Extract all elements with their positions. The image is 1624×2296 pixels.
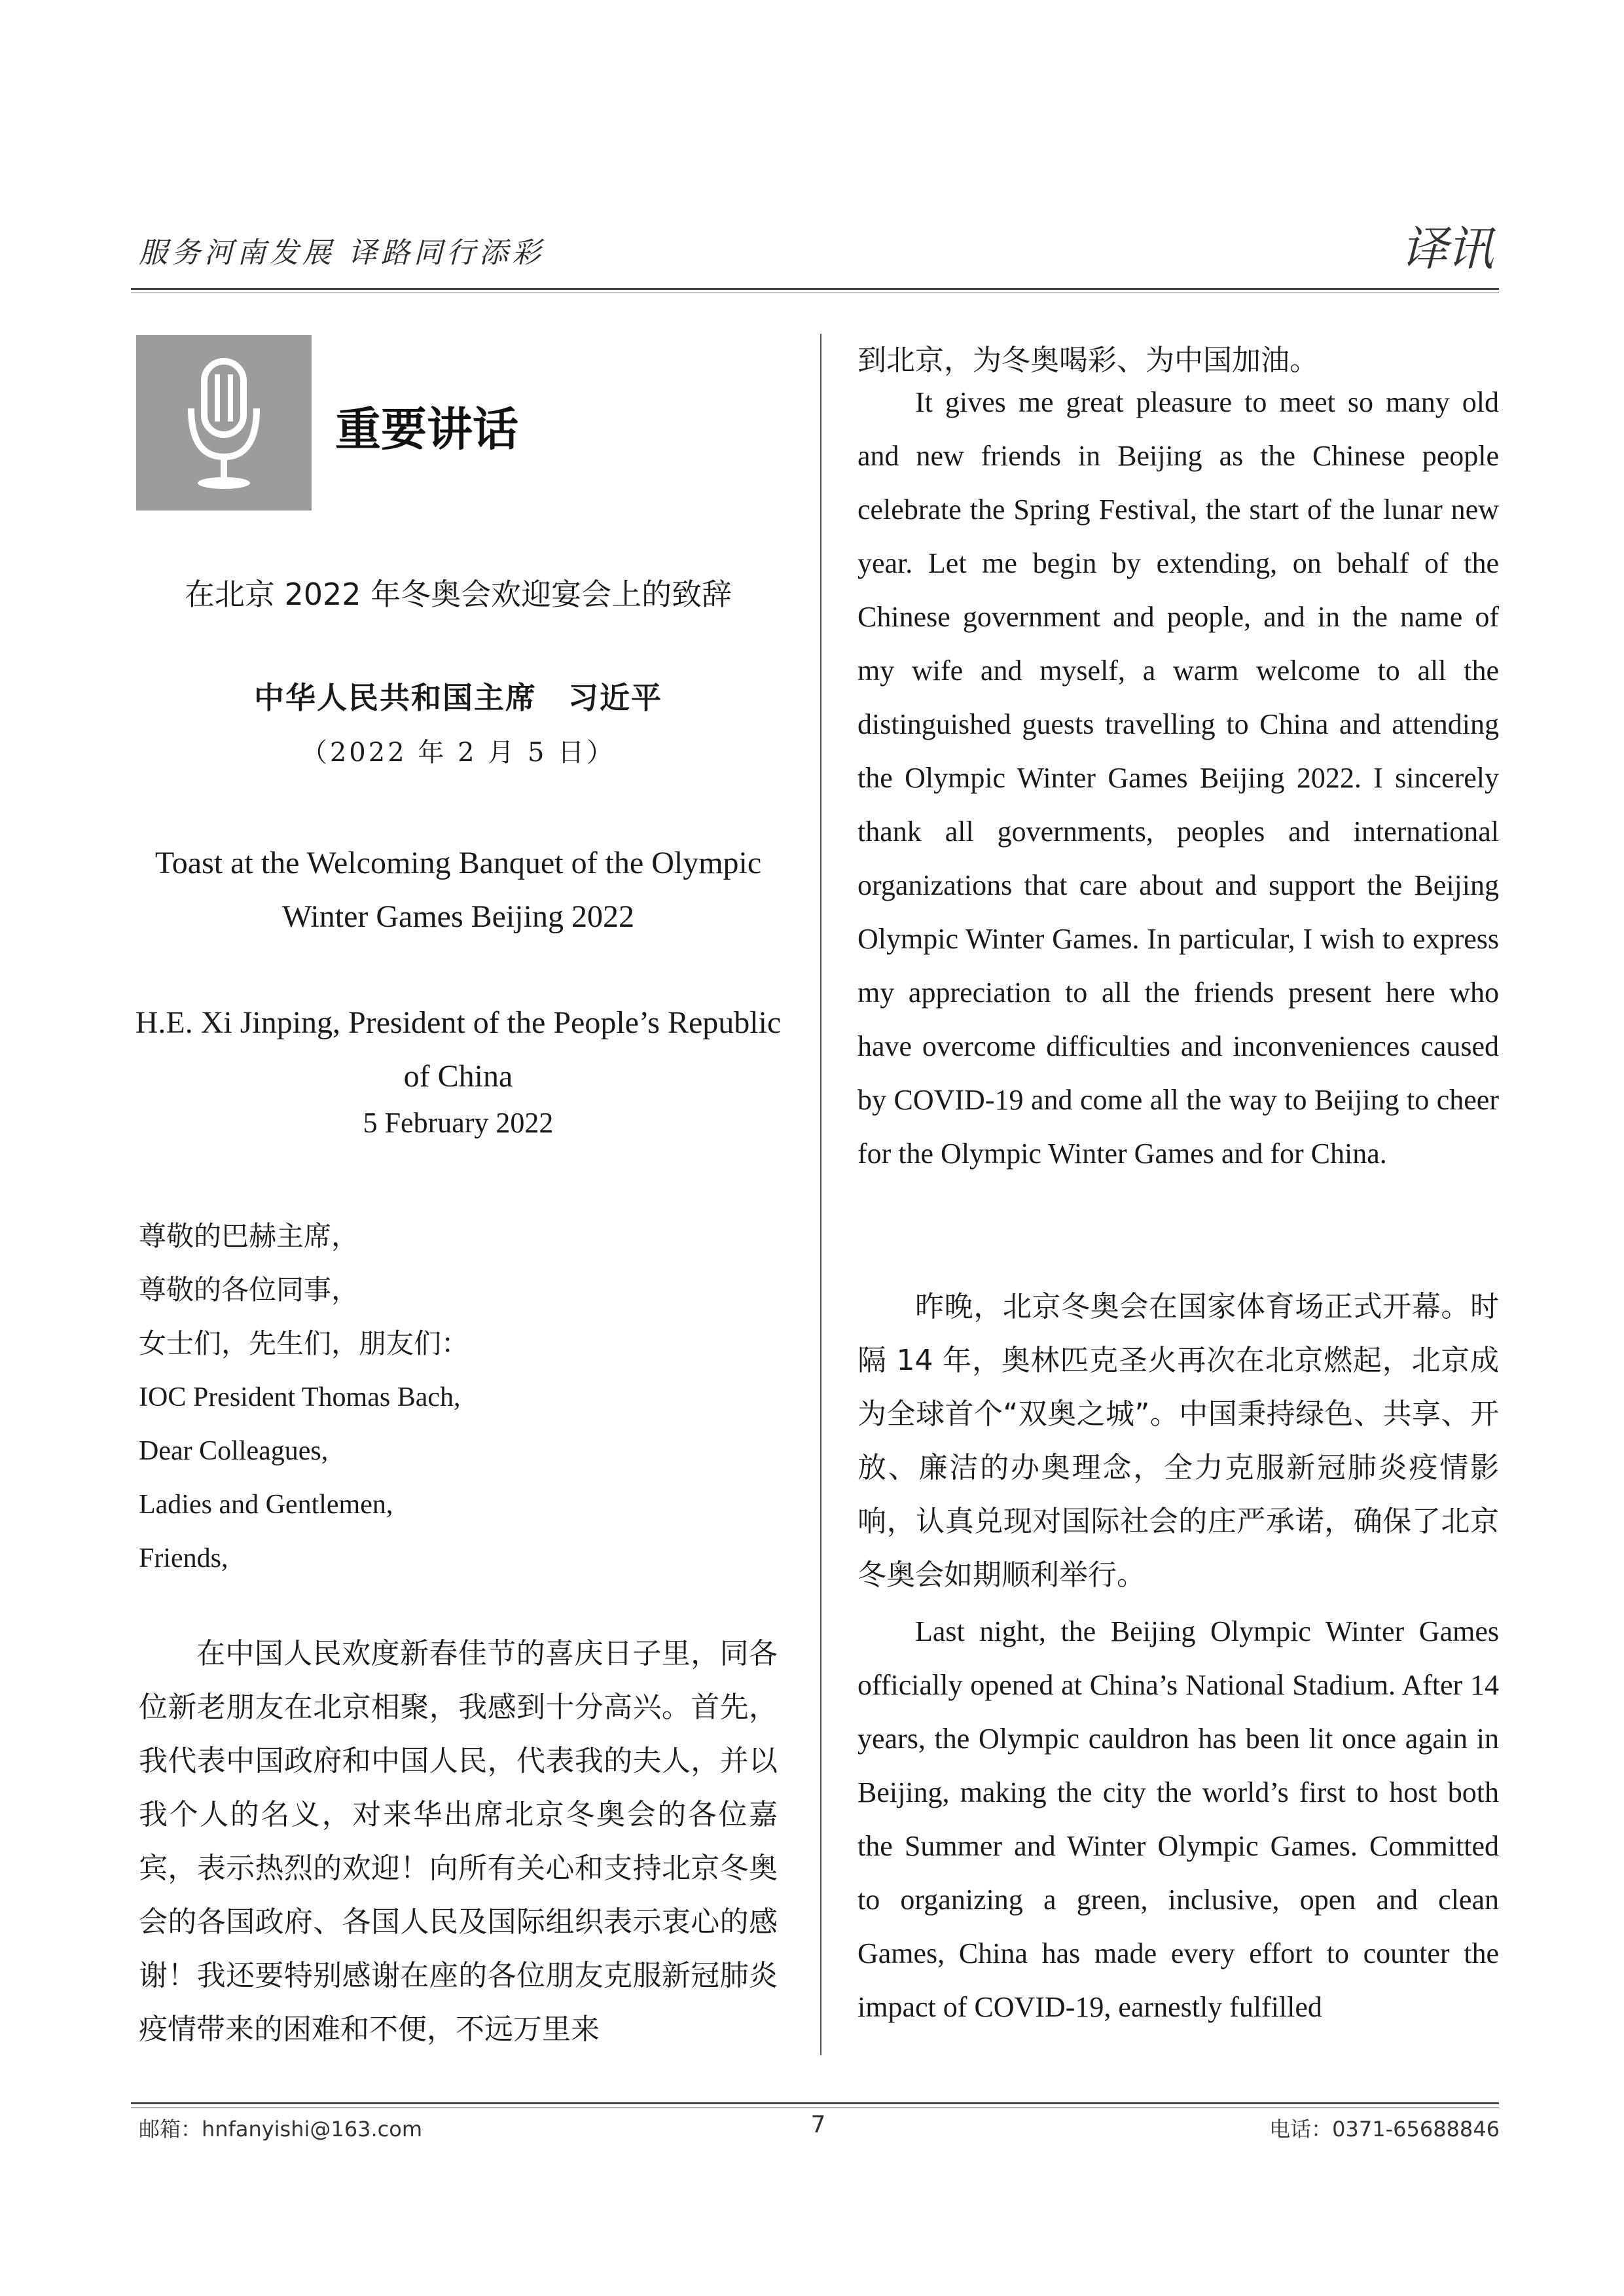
article-cn-title: 在北京 2022 年冬奥会欢迎宴会上的致辞 xyxy=(184,577,732,612)
footer-rule xyxy=(131,2102,1499,2104)
body-paragraph-cn: 在中国人民欢度新春佳节的喜庆日子里，同各位新老朋友在北京相聚，我感到十分高兴。首先，我代表中国政府和中国人民，代表我的夫人，并以我个人的名义，对来华出席北京冬奥会的各位嘉宾，表示热烈的欢迎！向所有关心和支持北京冬奥会的各国政府、各国人民及国际组织表示衷心的感谢！我还要特别感谢在座的各位朋友克服新冠肺炎疫情带来的困难和不便，不远万里来 xyxy=(139,1637,778,2046)
microphone-icon xyxy=(136,335,312,511)
body-paragraph-cn-continued: 到北京，为冬奥喝彩、为中国加油。 xyxy=(857,344,1318,377)
salutation-line: 尊敬的各位同事， xyxy=(139,1274,359,1306)
article-cn-author: 中华人民共和国主席 习近平 xyxy=(254,680,662,715)
footer-phone: 电话：0371-65688846 xyxy=(1269,2117,1500,2142)
section-icon-box xyxy=(136,335,312,511)
salutation-line: 女士们，先生们，朋友们： xyxy=(139,1327,469,1359)
salutations xyxy=(139,1210,793,1585)
salutation-line: Ladies and Gentlemen, xyxy=(139,1490,393,1520)
section-title: 重要讲话 xyxy=(335,403,518,456)
salutation-line: Friends, xyxy=(139,1543,228,1573)
header-logo: 译讯 xyxy=(1401,221,1493,276)
page-number: 7 xyxy=(810,2111,826,2138)
header-rule xyxy=(131,288,1499,290)
article-en-date: 5 February 2022 xyxy=(363,1107,554,1139)
body-paragraph-en: Last night, the Beijing Olympic Winter Games officially opened at China’s National Stadium. After 14 years, the Olympic cauldron has been lit once again in Beijing, making the city the world’s first to host both the Summer and Winter Olympic Games. Committed to organizing a green, inclusive, open and clean Games, China has made every effort to counter the impact of COVID-19, earnestly fulfilled xyxy=(857,1615,1499,2023)
footer-email: 邮箱：hnfanyishi@163.com xyxy=(139,2117,422,2142)
column-divider xyxy=(820,334,821,2055)
body-paragraph-cn: 昨晚，北京冬奥会在国家体育场正式开幕。时隔 14 年，奥林匹克圣火再次在北京燃起，北京成为全球首个“双奥之城”。中国秉持绿色、共享、开放、廉洁的办奥理念，全力克服新冠肺炎疫情影响，认真兑现对国际社会的庄严承诺，确保了北京冬奥会如期顺利举行。 xyxy=(857,1290,1499,1592)
salutation-line: 尊敬的巴赫主席， xyxy=(139,1220,359,1252)
header-slogan: 服务河南发展 译路同行添彩 xyxy=(139,236,545,270)
article-cn-date: （2022 年 2 月 5 日） xyxy=(300,738,616,768)
salutation-line: IOC President Thomas Bach, xyxy=(139,1382,461,1412)
article-en-author: H.E. Xi Jinping, President of the People’s Republic of China xyxy=(135,1005,782,1094)
article-en-title: Toast at the Welcoming Banquet of the Olympic Winter Games Beijing 2022 xyxy=(154,846,762,934)
footer-rule-thin xyxy=(131,2107,1499,2108)
body-paragraph-en: It gives me great pleasure to meet so many old and new friends in Beijing as the Chinese people celebrate the Spring Festival, the start of the lunar new year. Let me begin by extending, on behalf of the Chinese government and people, and in the name of my wife and myself, a warm welcome to all the distinguished guests travelling to China and attending the Olympic Winter Games Beijing 2022. I sincerely thank all governments, peoples and international organizations that care about and support the Beijing Olympic Winter Games. In particular, I wish to express my appreciation to all the friends present here who have overcome difficulties and inconveniences caused by COVID-19 and come all the way to Beijing to cheer for the Olympic Winter Games and for China. xyxy=(857,386,1499,1170)
salutation-line: Dear Colleagues, xyxy=(139,1436,329,1466)
